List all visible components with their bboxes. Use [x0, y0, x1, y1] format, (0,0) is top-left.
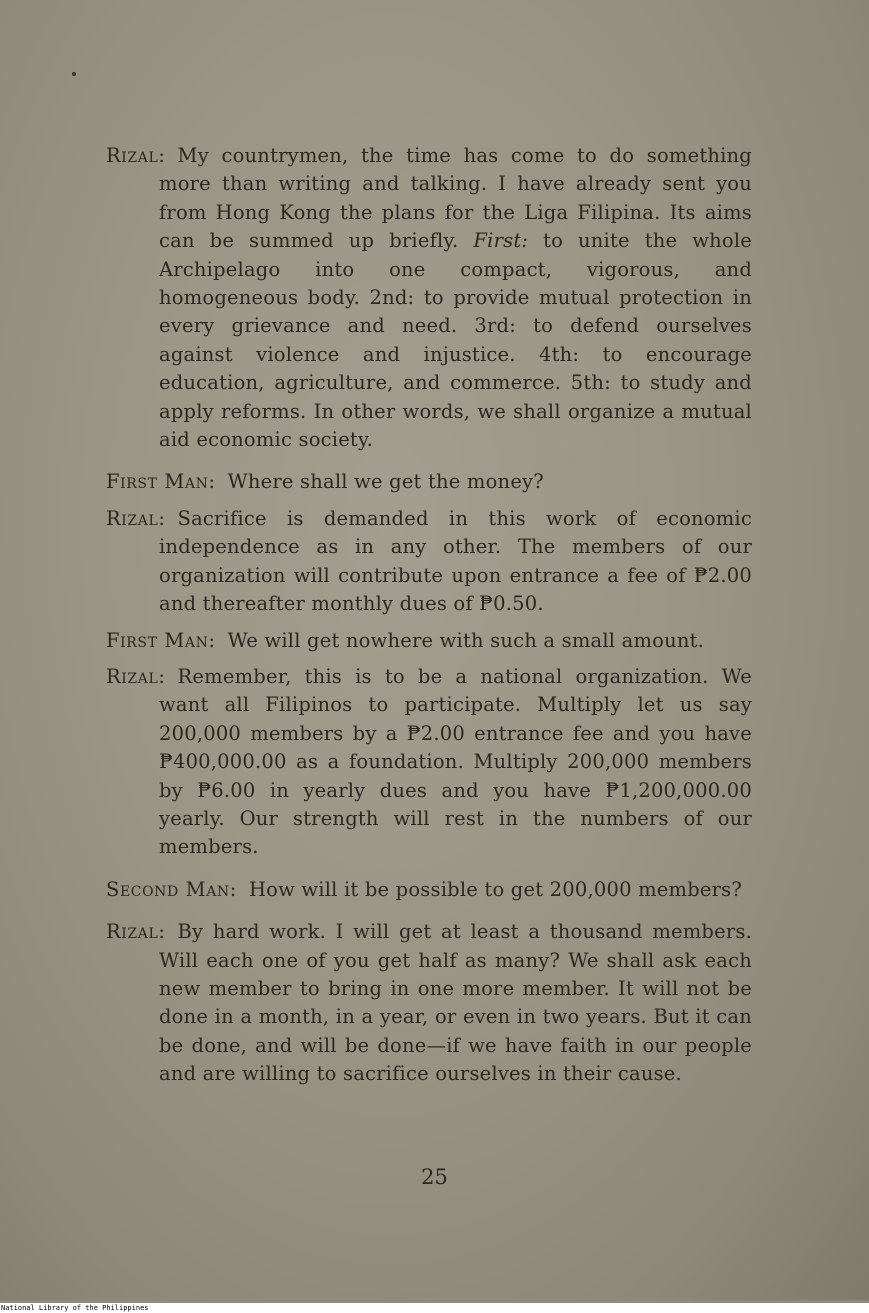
dialogue-line: How will it be possible to get 200,000 members? — [248, 877, 743, 901]
footer-credit: National Library of the Philippines — [1, 1304, 149, 1312]
footer-credit-bar — [0, 1303, 869, 1313]
dialogue-entry — [106, 468, 752, 496]
dialogue-line: Sacrifice is demanded in this work of economic independence as in any other. The members of our organization will contribute upon entrance a fee of ₱2.00 and thereafter monthly dues of ₱0.50. — [159, 506, 752, 616]
speaker-name: Rizal: — [106, 506, 166, 530]
speaker-name: First Man: — [106, 628, 216, 652]
dialogue-entry — [106, 876, 752, 904]
dialogue-entry — [106, 142, 752, 454]
dialogue-line-continued: to unite the whole Archipelago into one compact, vigorous, and homogeneous body. 2nd: to provide mutual protection in every grievance and need. 3rd: to defend ourselves against violence and injustice. 4th: to encourage education, agriculture, and commerce. 5th: to study and apply reforms. In other words, we shall organize a mutual aid economic society. — [159, 229, 752, 452]
dialogue-line: My countrymen, the time has come to do something more than writing and talking. I have already sent you from Hong Kong the plans for the Liga Filipina. Its aims can be summed up briefly. — [159, 144, 752, 253]
speaker-name: First Man: — [106, 470, 216, 494]
dialogue-text — [106, 142, 752, 1097]
speaker-name: Second Man: — [106, 877, 237, 901]
dialogue-entry — [106, 505, 752, 619]
dialogue-line: Where shall we get the money? — [227, 470, 544, 494]
dialogue-entry — [106, 663, 752, 862]
speaker-name: Rizal: — [106, 144, 166, 167]
emphasis-text: First: — [473, 229, 529, 253]
speaker-name: Rizal: — [106, 920, 166, 944]
page-number: 25 — [421, 1165, 448, 1189]
dialogue-entry — [106, 627, 752, 655]
dialogue-line: By hard work. I will get at least a thousand members. Will each one of you get half as many? We shall ask each new member to bring in one more member. It will not be done in a month, in a year, or even in two years. But it can be done, and will be done—if we have faith in our people and are willing to sacrifice ourselves in their cause. — [159, 920, 752, 1086]
dialogue-line: Remember, this is to be a national organization. We want all Filipinos to participate. Multiply let us say 200,000 members by a ₱2.00 entrance fee and you have ₱400,000.00 as a foundation. Multiply 200,000 members by ₱6.00 in yearly dues and you have ₱1,200,000.00 yearly. Our strength will rest in the numbers of our members. — [159, 664, 752, 859]
speaker-name: Rizal: — [106, 664, 166, 688]
dialogue-line: We will get nowhere with such a small amount. — [227, 628, 705, 652]
dialogue-entry — [106, 918, 752, 1088]
ink-speck — [72, 72, 76, 76]
